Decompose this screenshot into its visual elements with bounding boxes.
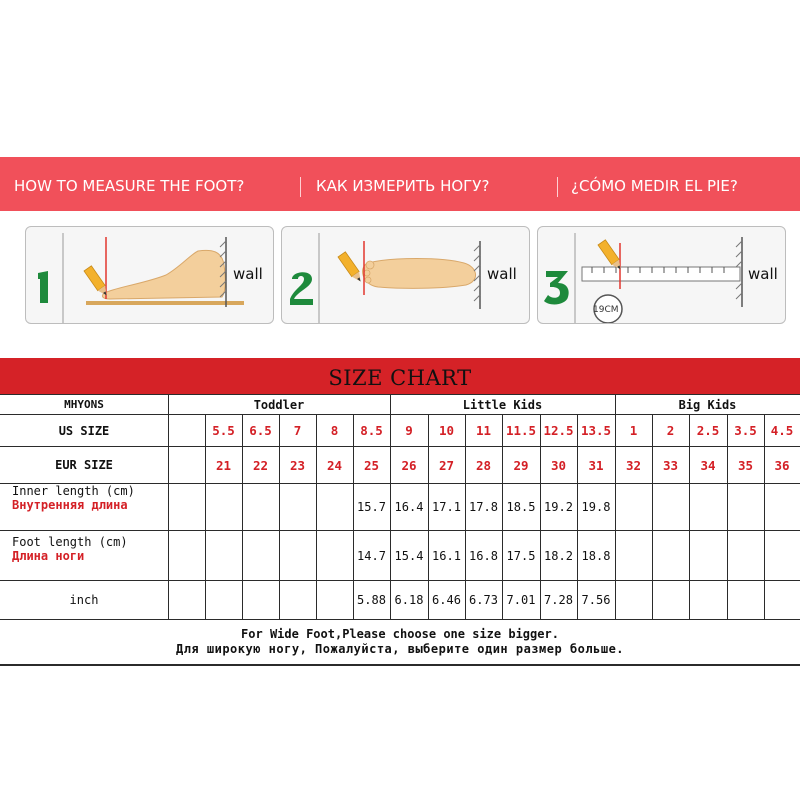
row-label-foot-length [0,531,168,567]
inner-length-cell: 17.1 [432,500,461,514]
foot-length-cell: 16.1 [432,548,461,563]
us-size-cell: 4.5 [770,423,794,438]
wall-label: wall [233,265,263,283]
inner-length-cell [615,484,652,530]
inner-length-cell: 16.4 [394,500,424,514]
banner-separator [300,177,301,197]
inch-cell [689,581,727,619]
us-size-cell: 5.5 [212,423,235,438]
measure-label: 19CM [593,305,619,315]
us-size-cell: 11 [475,423,492,438]
us-size-cell: 2.5 [696,423,720,438]
inner-length-cell [652,484,689,530]
inch-cell [168,581,205,619]
us-size-cell: 13.5 [580,423,612,438]
us-size-cell: 10 [438,423,455,438]
us-size-cell: 8 [330,423,339,438]
step-3-panel [537,226,786,324]
inner-length-cell [205,484,242,530]
size-chart-title: SIZE CHART [0,358,800,394]
inch-cell [764,581,800,619]
inch-cell: 7.01 [506,593,536,607]
foot-length-cell [205,531,242,580]
inch-cell [279,581,316,619]
banner-text-es: ¿CÓMO MEDIR EL PIE? [571,177,738,195]
foot-length-cell [615,531,652,580]
inner-length-cell: 15.7 [357,500,386,514]
eur-size-cell: 31 [588,457,604,473]
brand-label: MHYONS [64,398,104,411]
foot-length-cell [689,531,727,580]
foot-length-cell [316,531,353,580]
eur-size-cell: 33 [662,457,679,473]
eur-size-cell: 30 [550,457,567,473]
foot-length-cell: 18.2 [544,548,573,563]
step-2-panel [281,226,530,324]
inner-length-cell: 17.8 [469,500,498,514]
inch-cell: 5.88 [357,593,386,607]
eur-size-cell: 34 [700,457,716,473]
eur-size-cell: 29 [513,457,529,473]
inch-cell: 7.56 [581,593,611,607]
eur-size-cell: 24 [326,457,343,473]
foot-length-cell [168,531,205,580]
inch-cell: 7.28 [544,593,573,607]
inch-cell [615,581,652,619]
inch-cell: 6.73 [469,593,498,607]
inner-length-cell [242,484,279,530]
eur-size-cell: 25 [363,457,380,473]
eur-size-cell: 32 [625,457,642,473]
us-size-cell: 11.5 [505,423,537,438]
inch-cell: 6.46 [432,593,461,607]
foot-length-cell [727,531,764,580]
foot-length-cell: 17.5 [506,548,536,563]
table-bottom-rule [0,664,800,666]
eur-size-cell: 28 [475,457,492,473]
inner-length-cell: 19.8 [581,500,611,514]
inch-cell [316,581,353,619]
us-size-cell: 1 [629,423,638,438]
us-size-cell: 9 [405,423,413,438]
wall-label: wall [748,265,778,283]
us-size-cell: 6.5 [249,423,272,438]
eur-size-cell: 21 [215,457,232,473]
banner-separator [557,177,558,197]
banner-text-en: HOW TO MEASURE THE FOOT? [14,177,245,195]
foot-length-cell: 18.8 [581,548,611,563]
group-big-kids: Big Kids [678,397,737,412]
row-label-inch: inch [69,593,99,607]
inch-cell [205,581,242,619]
foot-length-cell: 16.8 [469,548,498,563]
wide-foot-note-ru: Для широкую ногу, Пожалуйста, выберите один размер больше. [175,642,625,656]
foot-length-cell: 15.4 [394,548,424,563]
eur-size-cell [168,447,205,483]
foot-length-cell [242,531,279,580]
eur-size-cell: 22 [252,457,269,473]
foot-length-label: Foot length (cm) [12,535,128,549]
us-size-cell: 2 [666,423,675,438]
wall-label: wall [487,265,517,283]
wide-foot-note: For Wide Foot,Please choose one size bigger. [241,627,559,641]
inner-length-label-ru: Внутренняя длина [12,498,128,512]
row-label-eur-size: EUR SIZE [55,458,113,472]
inner-length-cell [764,484,800,530]
foot-length-cell: 14.7 [357,548,386,563]
foot-length-label-ru: Длина ноги [12,549,85,563]
eur-size-cell: 35 [737,457,754,473]
eur-size-cell: 26 [401,457,417,473]
row-label-inner-length [0,484,168,530]
inner-length-cell [316,484,353,530]
us-size-cell: 12.5 [543,423,574,438]
us-size-cell: 7 [293,423,302,438]
inner-length-cell [279,484,316,530]
inner-length-cell: 18.5 [506,500,536,514]
inner-length-cell: 19.2 [544,500,573,514]
eur-size-cell: 27 [438,457,455,473]
inch-cell [242,581,279,619]
group-toddler: Toddler [253,397,305,412]
size-chart-table [0,394,800,620]
inch-cell: 6.18 [394,593,424,607]
inner-length-cell [727,484,764,530]
inner-length-cell [689,484,727,530]
inch-cell [727,581,764,619]
step-1-panel [25,226,274,324]
measure-banner [0,157,800,211]
eur-size-cell: 23 [289,457,306,473]
banner-text-ru: КАК ИЗМЕРИТЬ НОГУ? [316,177,490,195]
us-size-cell: 8.5 [360,423,383,438]
foot-length-cell [279,531,316,580]
inch-cell [652,581,689,619]
us-size-cell: 3.5 [734,423,757,438]
eur-size-cell: 36 [774,457,790,473]
table-rule [0,619,800,620]
row-label-us-size: US SIZE [58,423,110,438]
inner-length-label: Inner length (cm) [12,484,135,498]
us-size-cell [168,415,205,446]
group-little-kids: Little Kids [462,397,543,412]
inner-length-cell [168,484,205,530]
foot-length-cell [652,531,689,580]
foot-length-cell [764,531,800,580]
